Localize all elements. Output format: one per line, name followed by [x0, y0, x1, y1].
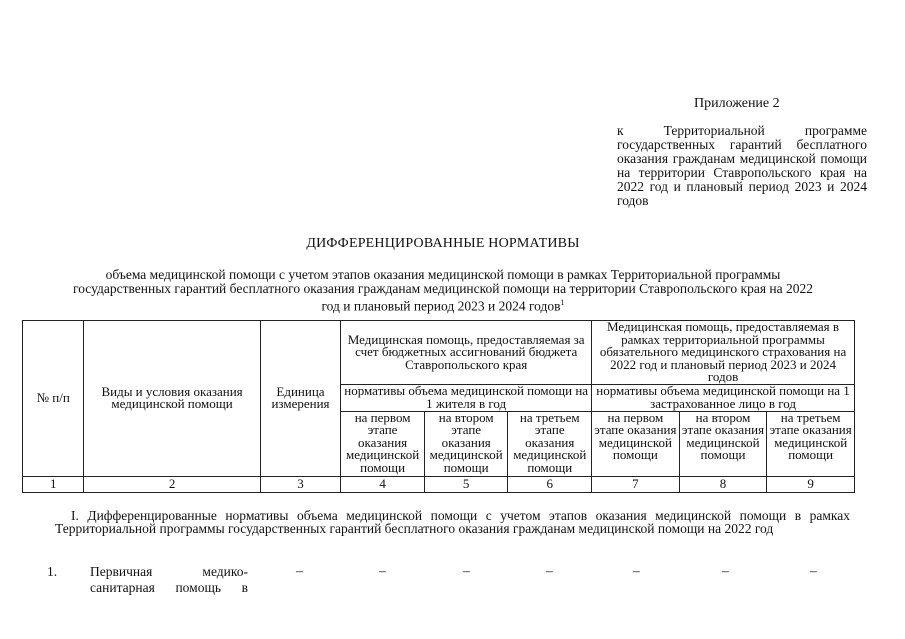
row-number: 1. [47, 564, 58, 579]
header-budget-group: Медицинская помощь, предоставляемая за счет бюджетных ассигнований бюджета Ставропольского края [341, 321, 592, 385]
row-value-dash: – [633, 563, 640, 578]
column-number: 9 [767, 476, 855, 492]
row-value-dash: – [296, 563, 303, 578]
column-number: 8 [679, 476, 767, 492]
column-number: 2 [84, 476, 260, 492]
column-number: 1 [23, 476, 84, 492]
row-name: Первичная медико-санитарная помощь в [90, 564, 248, 595]
header-oms-stage-1: на первом этапе оказания медицинской помощи [592, 411, 680, 476]
header-oms-norm: нормативы объема медицинской помощи на 1 застрахованное лицо в год [592, 384, 855, 411]
document-subtitle [70, 268, 816, 314]
header-oms-stage-3: на третьем этапе оказания медицинской помощи [767, 411, 855, 476]
header-budget-stage-3: на третьем этапе оказания медицинской помощи [508, 411, 592, 476]
column-number: 6 [508, 476, 592, 492]
annex-body: к Территориальной программе государственных гарантий бесплатного оказания гражданам медицинской помощи на территории Ставропольского края на 2022 год и плановый период 2023 и 2024 годов [617, 123, 867, 208]
row-value-dash: – [722, 563, 729, 578]
header-budget-norm: нормативы объема медицинской помощи на 1 жителя в год [341, 384, 592, 411]
subtitle-text: объема медицинской помощи с учетом этапов оказания медицинской помощи в рамках Территориальной программы государственных гарантий бесплатного оказания гражданам медицинской помощи на территории Ставропольского края на 2022 год и плановый период 2023 и 2024 годов [73, 267, 813, 314]
header-num: № п/п [23, 321, 84, 477]
footnote-mark: 1 [560, 298, 565, 307]
column-number: 3 [260, 476, 341, 492]
section-heading: I. Дифференцированные нормативы объема медицинской помощи с учетом этапов оказания медицинской помощи в рамках Территориальной программы государственных гарантий бесплатного оказания гражданам медицинской помощи на 2022 год [55, 508, 850, 536]
annex-title: Приложение 2 [694, 96, 780, 111]
document-title: ДИФФЕРЕНЦИРОВАННЫЕ НОРМАТИВЫ [306, 236, 580, 251]
norms-table [22, 320, 855, 493]
column-number: 4 [341, 476, 425, 492]
header-unit: Единица измерения [260, 321, 341, 477]
row-value-dash: – [463, 563, 470, 578]
header-oms-stage-2: на втором этапе оказания медицинской помощи [679, 411, 767, 476]
row-value-dash: – [546, 563, 553, 578]
row-value-dash: – [379, 563, 386, 578]
header-budget-stage-1: на первом этапе оказания медицинской помощи [341, 411, 425, 476]
column-number: 5 [424, 476, 508, 492]
column-number: 7 [592, 476, 680, 492]
header-budget-stage-2: на втором этапе оказания медицинской помощи [424, 411, 508, 476]
header-oms-group: Медицинская помощь, предоставляемая в рамках территориальной программы обязательного медицинского страхования на 2022 год и плановый период 2023 и 2024 годов [592, 321, 855, 385]
header-type: Виды и условия оказания медицинской помощи [84, 321, 260, 477]
row-value-dash: – [810, 563, 817, 578]
